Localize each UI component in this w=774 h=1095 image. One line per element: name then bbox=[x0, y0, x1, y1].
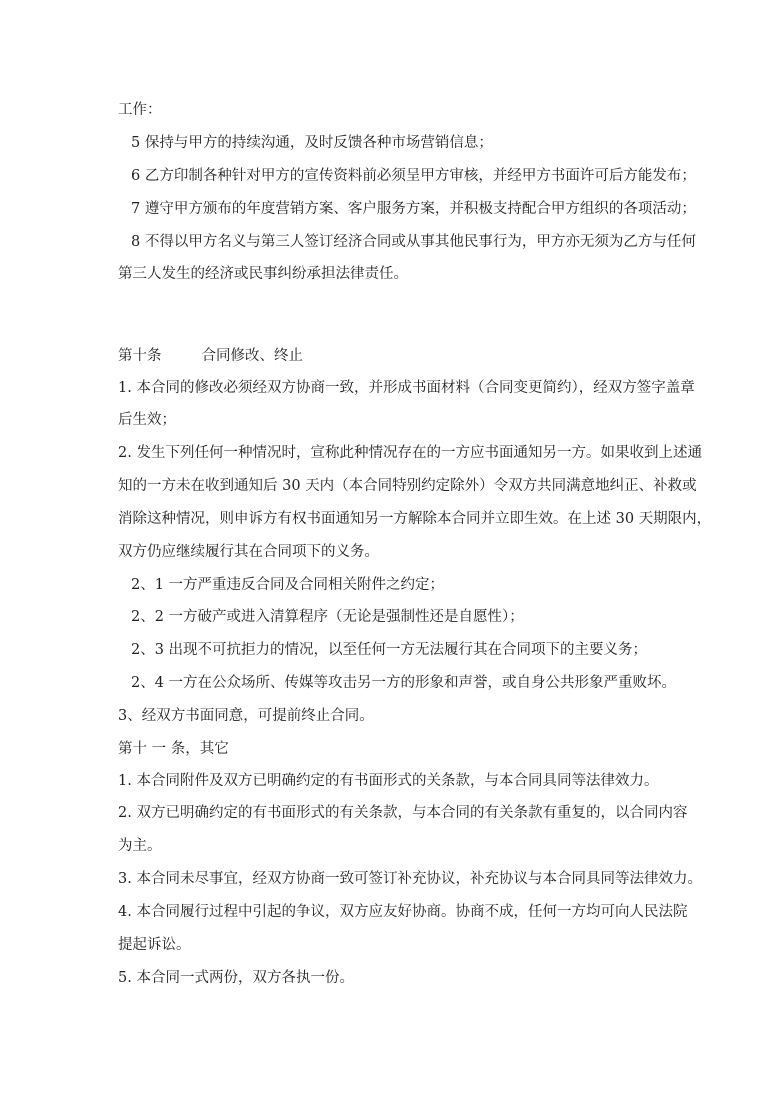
clause-item: 2、2 一方破产或进入清算程序（无论是强制性还是自愿性）； bbox=[131, 609, 524, 625]
text-line: 2. 发生下列任何一种情况时，宣称此种情况存在的一方应书面通知另一方。如果收到上述通 bbox=[118, 445, 702, 461]
clause-item: 2、4 一方在公众场所、传媒等攻击另一方的形象和声誉，或自身公共形象严重败坏。 bbox=[131, 675, 677, 691]
section-heading bbox=[118, 346, 303, 366]
clause-item: 5 保持与甲方的持续沟通，及时反馈各种市场营销信息； bbox=[131, 135, 493, 151]
text-line: 消除这种情况，则申诉方有权书面通知另一方解除本合同并立即生效。在上述 30 天期限内， bbox=[118, 511, 712, 527]
clause-item: 7 遵守甲方颁布的年度营销方案、客户服务方案，并积极支持配合甲方组织的各项活动； bbox=[131, 201, 696, 217]
text-line: 知的一方未在收到通知后 30 天内（本合同特别约定除外）令双方共同满意地纠正、补救或 bbox=[118, 478, 697, 494]
clause-item: 2、3 出现不可抗拒力的情况，以至任何一方无法履行其在合同项下的主要义务； bbox=[131, 642, 648, 658]
text-line: 1. 本合同的修改必须经双方协商一致，并形成书面材料（合同变更简约），经双方签字盖章 bbox=[118, 380, 695, 396]
text-line: 3. 本合同未尽事宜，经双方协商一致可签订补充协议，补充协议与本合同具同等法律效力。 bbox=[118, 871, 702, 887]
section-title: 合同修改、终止 bbox=[201, 348, 303, 364]
text-line: 为主。 bbox=[118, 838, 162, 854]
text-line: 提起诉讼。 bbox=[118, 937, 191, 953]
clause-item: 6 乙方印制各种针对甲方的宣传资料前必须呈甲方审核，并经甲方书面许可后方能发布； bbox=[131, 168, 696, 184]
section-heading: 第十 一 条，其它 bbox=[118, 741, 229, 757]
text-line: 2. 双方已明确约定的有书面形式的有关条款，与本合同的有关条款有重复的，以合同内容 bbox=[118, 805, 688, 821]
text-line: 1. 本合同附件及双方已明确约定的有书面形式的关条款，与本合同具同等法律效力。 bbox=[118, 773, 659, 789]
text-line: 4. 本合同履行过程中引起的争议，双方应友好协商。协商不成，任何一方均可向人民法院 bbox=[118, 904, 688, 920]
section-number: 第十条 bbox=[118, 348, 162, 364]
clause-item: 8 不得以甲方名义与第三人签订经济合同或从事其他民事行为，甲方亦无须为乙方与任何 bbox=[131, 234, 696, 250]
text-line: 第三人发生的经济或民事纠纷承担法律责任。 bbox=[118, 266, 408, 282]
clause-item: 2、1 一方严重违反合同及合同相关附件之约定； bbox=[131, 577, 445, 593]
text-line: 后生效； bbox=[118, 412, 176, 428]
text-line: 工作： bbox=[118, 102, 162, 118]
text-line: 双方仍应继续履行其在合同项下的义务。 bbox=[118, 544, 379, 560]
text-line: 5. 本合同一式两份，双方各执一份。 bbox=[118, 970, 354, 986]
text-line: 3、经双方书面同意，可提前终止合同。 bbox=[118, 708, 374, 724]
